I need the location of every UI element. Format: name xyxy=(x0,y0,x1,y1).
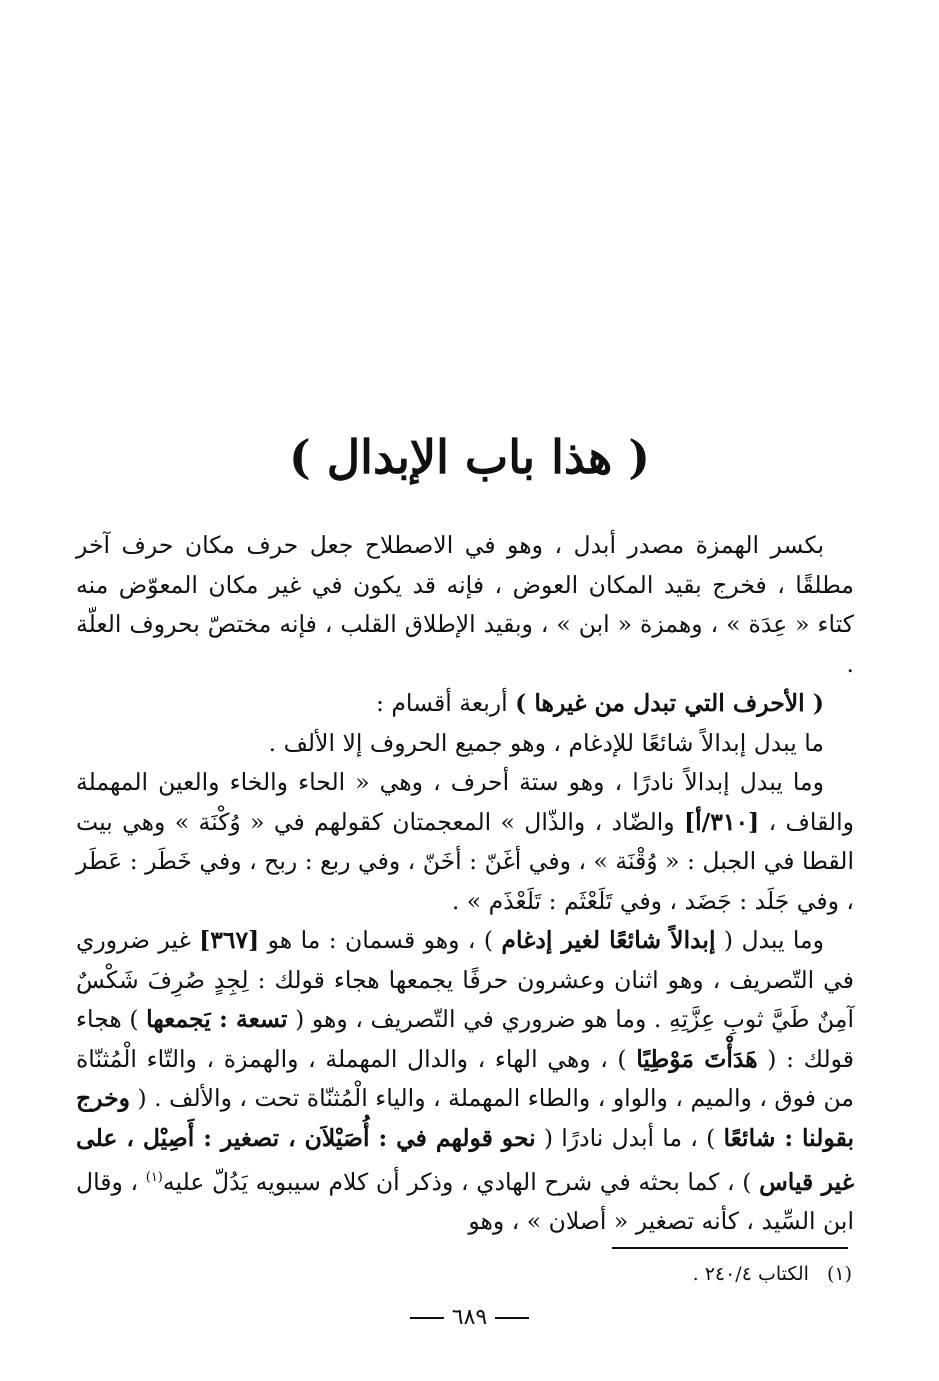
paragraph xyxy=(76,684,854,724)
paragraph xyxy=(76,724,854,764)
bold-text: [٣١٠/أ] xyxy=(683,807,760,836)
text-run: وما يبدل إبدالاً نادرًا ، وهو ستة أحرف ، وهي « الحاء والخاء والعين المهملة والقاف ، xyxy=(76,768,854,836)
chapter-title: ( هذا باب الإبدال ) xyxy=(288,430,651,484)
paragraph xyxy=(76,526,854,684)
text-run: وما يبدل ( xyxy=(715,926,824,954)
footnote-text: الكتاب ٢٤٠/٤ . xyxy=(692,1263,809,1285)
text-run: ) هجاء قولك : ( xyxy=(76,1005,855,1073)
text-run: أربعة أقسام : xyxy=(375,689,516,717)
bold-text: ( الأحرف التي تبدل من غيرها ) xyxy=(515,689,824,717)
page-number-dash-left xyxy=(410,1317,444,1319)
bold-text: [٣٦٧] xyxy=(199,926,260,954)
bold-text: إبدالاً شائعًا لغير إدغام xyxy=(501,926,716,954)
footnote-number: (١) xyxy=(826,1263,852,1285)
text-run: ) ، وهو قسمان : ما هو xyxy=(259,926,502,954)
footnote-separator xyxy=(612,1247,848,1249)
text-run: ) ، كما بحثه في شرح الهادي ، وذكر أن كلام سيبويه يَدُلّ عليه xyxy=(162,1167,760,1196)
text-run: بكسر الهمزة مصدر أبدل ، وهو في الاصطلاح جعل حرف مكان حرف آخر مطلقًا ، فخرج بقيد المكان العوض ، فإنه قد يكون في غير مكان المعوّض منه كتاء « عِدَة » ، وهمزة « ابن » ، وبقيد الإطلاق القلب ، فإنه مختصّ بحروف العلّة . xyxy=(76,531,854,678)
bold-text: نحو قولهم في : أُصَيْلاَن ، تصغير : أَصِيْل ، على غير قياس xyxy=(76,1123,855,1196)
text-run: ) ، وهي الهاء ، والدال المهملة ، والهمزة ، والتّاء الْمُثنّاة من فوق ، والميم ، والواو ، والطاء المهملة ، والياء الْمُثنّاة تحت ، والألف . ( xyxy=(76,1044,854,1112)
page-number: ٦٨٩ xyxy=(451,1305,488,1330)
bold-text: وخرج بقولنا : شائعًا xyxy=(76,1084,854,1152)
footnote xyxy=(560,1259,852,1289)
text-run: غير ضروري في التّصريف ، وهو اثنان وعشرون حرفًا يجمعها هجاء قولك : لِجِدٍ صُرِفَ شَكْسٌ آمِنٌ طَيَّ ثوبِ عِزَّتِهِ . وما هو ضروري في التّصريف ، وهو ( xyxy=(76,926,854,1033)
page-number-dash-right xyxy=(495,1317,529,1319)
text-run: ما يبدل إبدالاً شائعًا للإدغام ، وهو جميع الحروف إلا الألف . xyxy=(268,728,824,757)
body-text xyxy=(76,526,854,1242)
bold-text: تسعة : يَجمعها xyxy=(146,1005,288,1033)
bold-text: هَدَأْتَ مَوْطِيًا xyxy=(636,1044,758,1073)
page-number-block xyxy=(0,1298,939,1338)
paragraph xyxy=(76,921,854,1242)
paragraph xyxy=(76,763,854,921)
text-run: ) ، ما أبدل نادرًا ( xyxy=(535,1123,724,1152)
text-run: ، وقال ابن السِّيد ، كأنه تصغير « أصلان » ، وهو xyxy=(76,1167,854,1236)
text-run: والضّاد ، والذّال » المعجمتان كقولهم في « وُكْنَة » وهي بيت القطا في الجبل : « وُقْنَة » ، وفي أغَنّ : أخَنّ ، وفي ربع : ربح ، وفي خَطَر : عَطَر ، وفي جَلَد : جَضَد ، وفي تَلَعْثَم : تَلَعْذَم » . xyxy=(76,807,854,915)
footnote-ref: (١) xyxy=(145,1170,163,1185)
